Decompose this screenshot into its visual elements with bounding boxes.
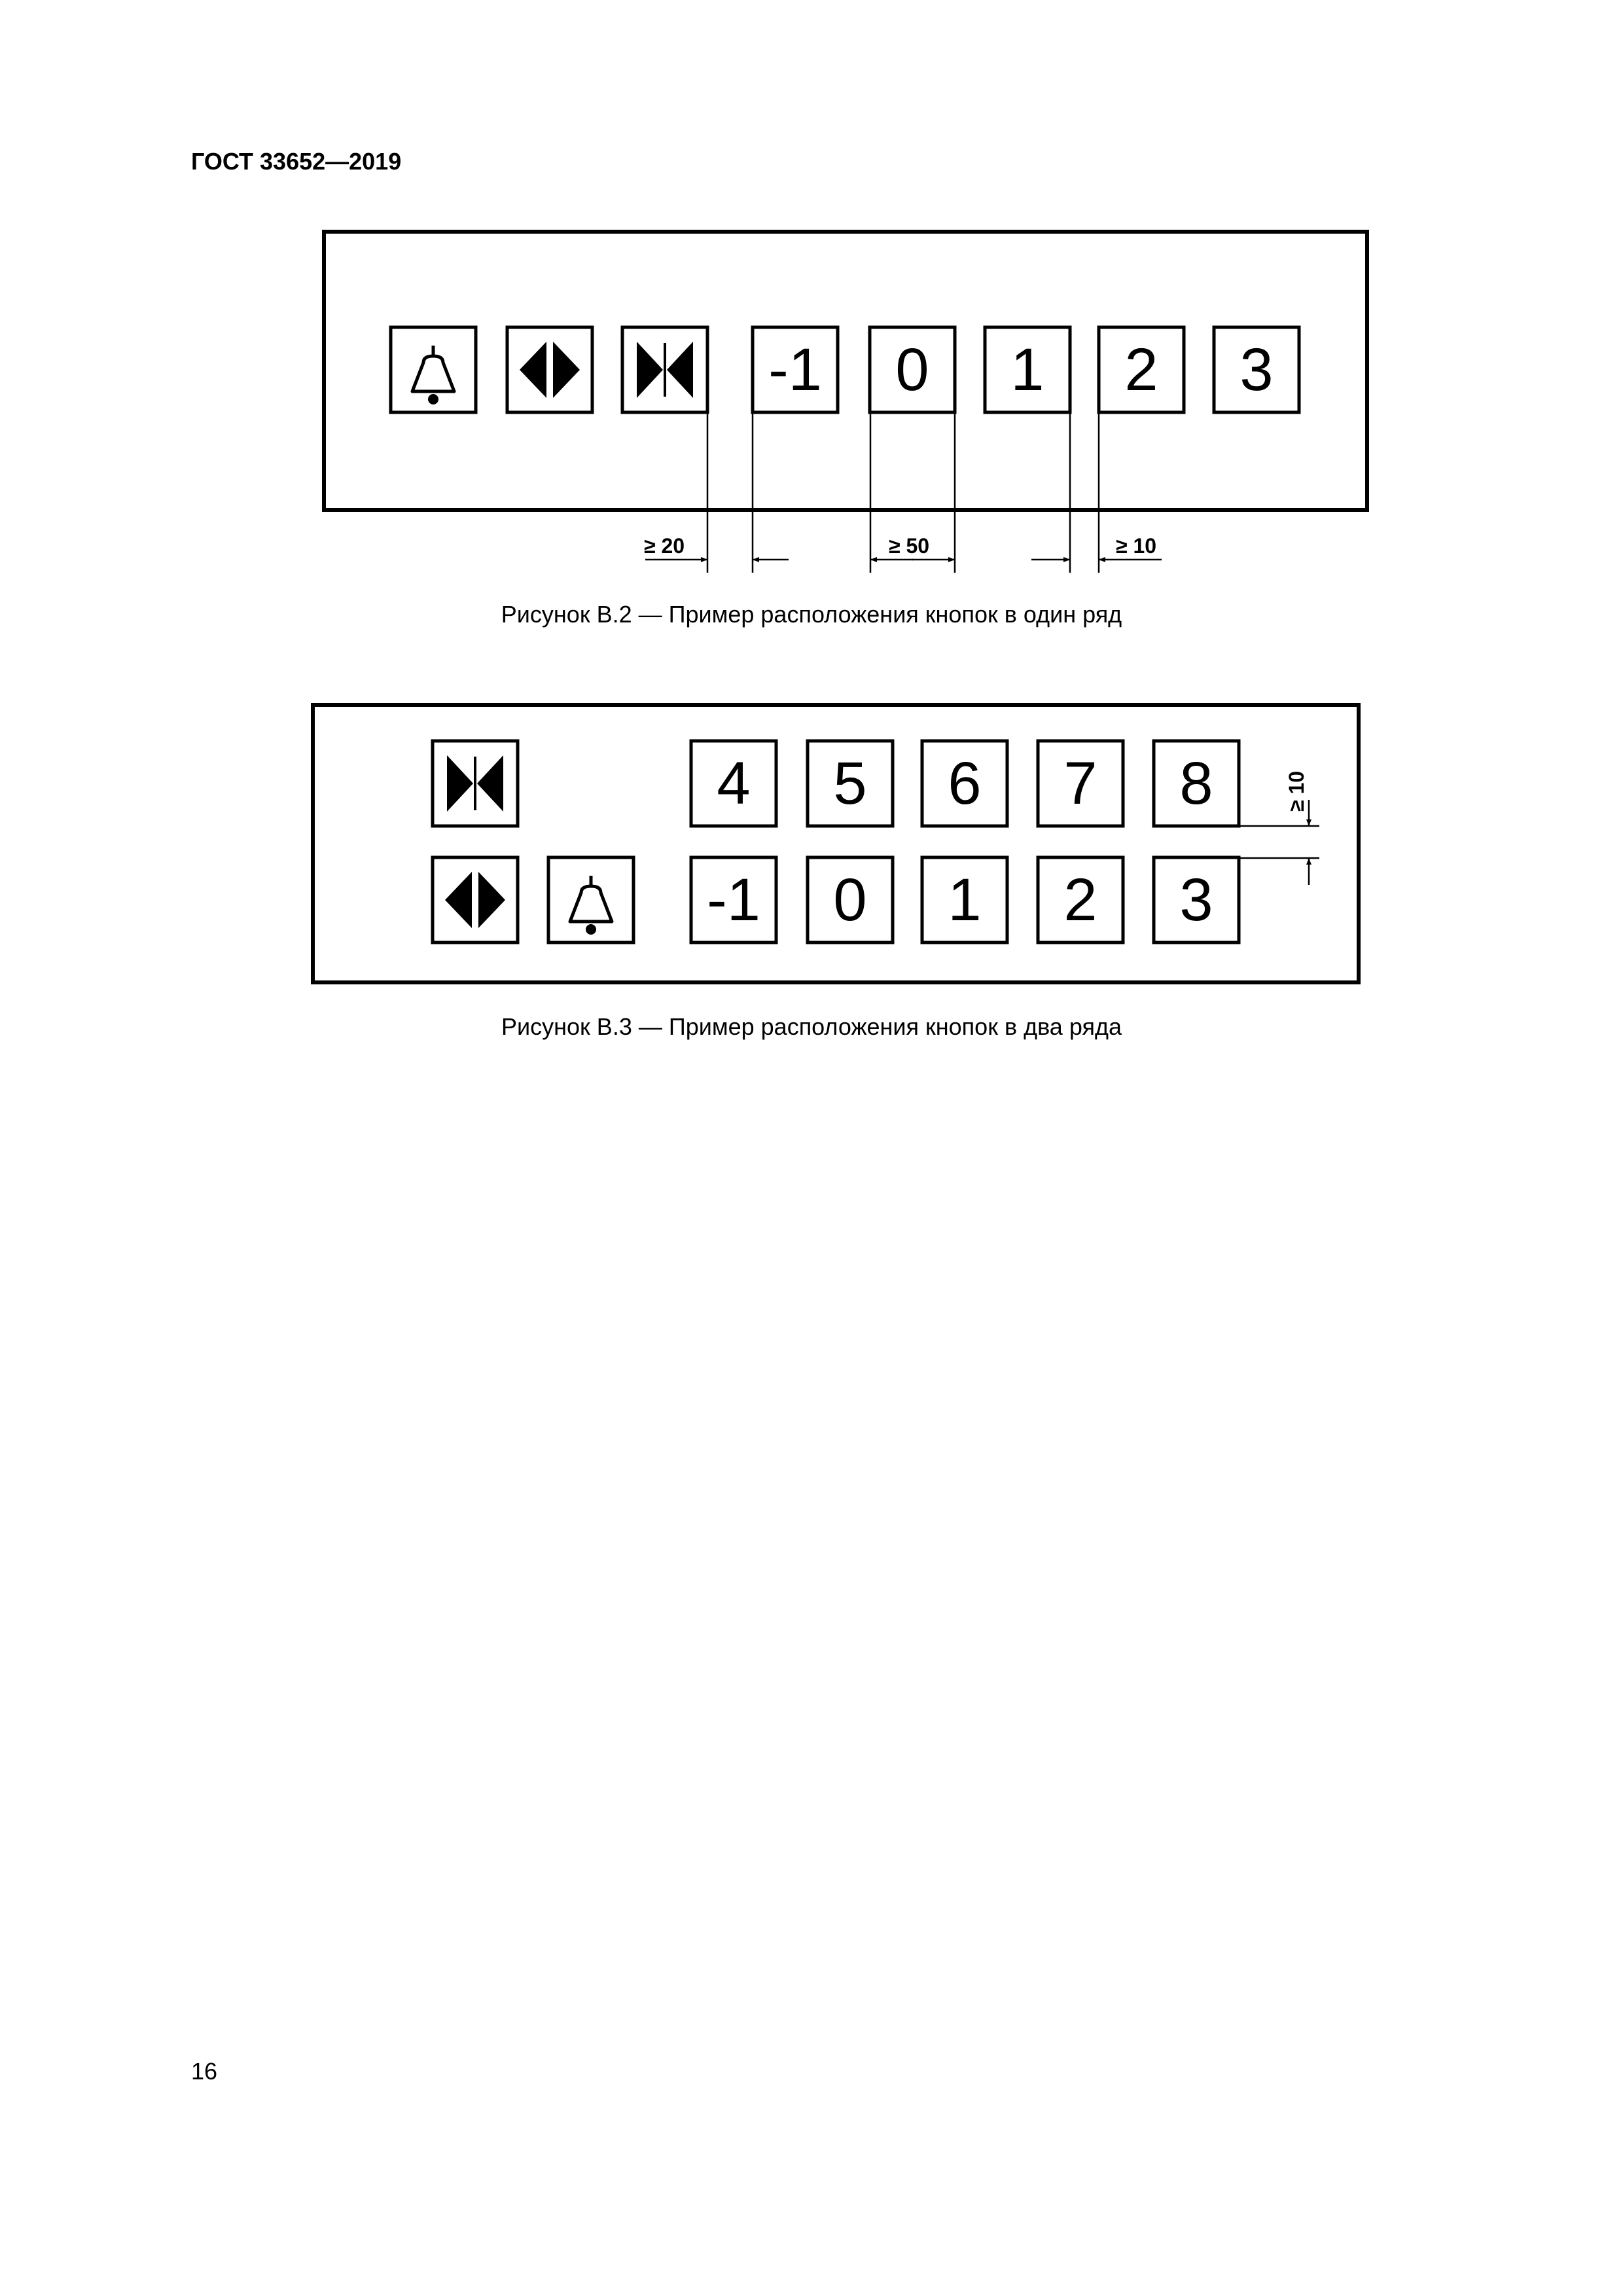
figure-b2 xyxy=(324,232,1367,573)
floor-button-5[interactable] xyxy=(808,741,893,826)
bell-icon xyxy=(412,346,454,404)
floor-button-label: 3 xyxy=(1179,867,1213,933)
floor-button-6[interactable] xyxy=(922,741,1007,826)
floor-button--1[interactable] xyxy=(691,857,776,942)
button-row-b2 xyxy=(391,327,1299,412)
floor-button-label: 1 xyxy=(948,867,982,933)
floor-button-3[interactable] xyxy=(1154,857,1239,942)
floor-button-label: 2 xyxy=(1124,336,1158,403)
door-close-button[interactable] xyxy=(433,741,518,826)
dimension-label-button-width: ≥ 50 xyxy=(889,534,930,558)
floor-button-label: -1 xyxy=(707,867,760,933)
dimension-label-row-gap: ≥ 10 xyxy=(1285,770,1308,812)
figure-b3-caption: Рисунок В.3 — Пример расположения кнопок в два ряда xyxy=(501,1013,1122,1040)
floor-button-0[interactable] xyxy=(870,327,955,412)
door-open-icon xyxy=(445,872,505,928)
floor-button-label: 3 xyxy=(1240,336,1274,403)
floor-button-0[interactable] xyxy=(808,857,893,942)
floor-button-8[interactable] xyxy=(1154,741,1239,826)
floor-button-1[interactable] xyxy=(922,857,1007,942)
door-close-button[interactable] xyxy=(622,327,707,412)
floor-button-label: 5 xyxy=(833,750,867,817)
door-open-icon xyxy=(520,342,580,398)
floor-button-2[interactable] xyxy=(1099,327,1184,412)
floor-button-2[interactable] xyxy=(1038,857,1123,942)
door-close-icon xyxy=(637,342,693,398)
button-row-bottom-b3 xyxy=(433,857,1239,942)
floor-button-7[interactable] xyxy=(1038,741,1123,826)
floor-button-label: 8 xyxy=(1179,750,1213,817)
floor-button-label: 7 xyxy=(1063,750,1097,817)
bell-icon xyxy=(570,876,612,935)
dimension-label-gap-buttons: ≥ 10 xyxy=(1116,534,1157,558)
dimension-lines-b3 xyxy=(1239,800,1319,885)
floor-button-label: 1 xyxy=(1010,336,1044,403)
figure-b3 xyxy=(313,705,1359,982)
figure-b2-caption: Рисунок В.2 — Пример расположения кнопок в один ряд xyxy=(501,601,1122,628)
floor-button-3[interactable] xyxy=(1214,327,1299,412)
floor-button-label: 4 xyxy=(717,750,751,817)
dimension-label-gap-icon-floor: ≥ 20 xyxy=(644,534,685,558)
floor-button-label: -1 xyxy=(768,336,822,403)
button-row-top-b3 xyxy=(433,741,1239,826)
door-open-button[interactable] xyxy=(507,327,592,412)
panel-frame-b2 xyxy=(324,232,1367,510)
bell-button[interactable] xyxy=(391,327,476,412)
page-number: 16 xyxy=(191,2058,218,2085)
floor-button-1[interactable] xyxy=(985,327,1070,412)
floor-button-label: 0 xyxy=(833,867,867,933)
floor-button-label: 6 xyxy=(948,750,982,817)
door-open-button[interactable] xyxy=(433,857,518,942)
panel-frame-b3 xyxy=(313,705,1359,982)
floor-button-label: 0 xyxy=(895,336,929,403)
floor-button--1[interactable] xyxy=(753,327,838,412)
floor-button-4[interactable] xyxy=(691,741,776,826)
floor-button-label: 2 xyxy=(1063,867,1097,933)
bell-button[interactable] xyxy=(548,857,633,942)
document-standard-header: ГОСТ 33652—2019 xyxy=(191,148,402,175)
door-close-icon xyxy=(447,755,503,812)
